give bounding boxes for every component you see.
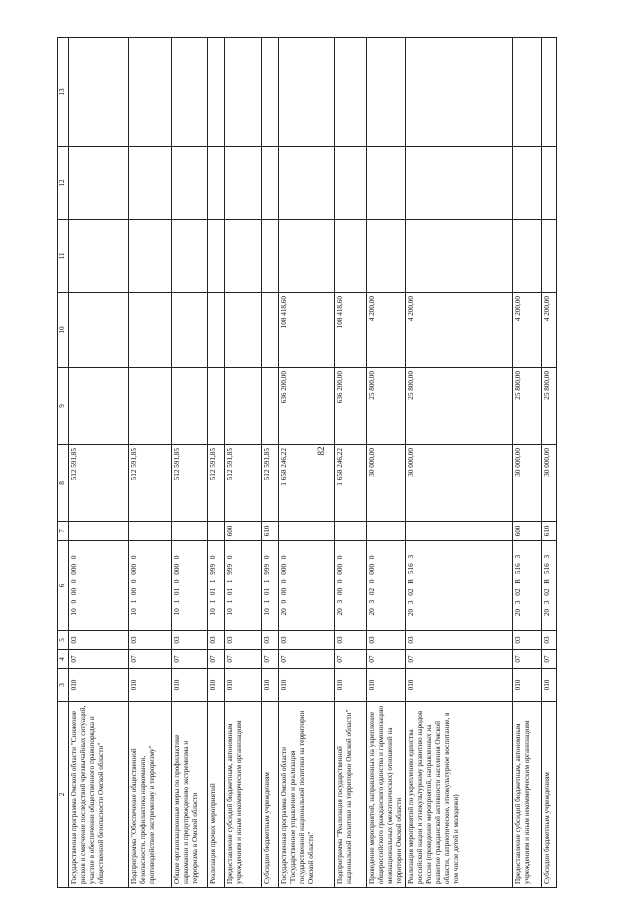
amount-cell [262,368,279,445]
table-row [279,38,335,888]
subsection-cell: 03 [129,631,172,650]
table-row [542,38,557,888]
amount-cell [406,147,513,220]
amount-cell [262,147,279,220]
amount-cell [279,220,335,293]
amount-cell: 108 418,60 [279,293,335,368]
amount-cell: 512 591,85 [129,445,172,522]
target-article-cell: 20 3 02 R 516 3 [542,541,557,631]
amount-cell [69,220,129,293]
row-name-cell: Предоставление субсидий бюджетным, автономным учреждениям и иным некоммерческим организациям [513,702,542,888]
subsection-cell: 03 [542,631,557,650]
target-article-cell: 10 1 01 1 999 0 [262,541,279,631]
code-grbs-cell: 010 [262,669,279,702]
code-grbs-cell: 010 [367,669,406,702]
subsection-cell: 03 [262,631,279,650]
amount-cell [225,220,262,293]
table-row [69,38,129,888]
amount-cell [208,220,225,293]
amount-cell [262,220,279,293]
row-name-cell: Субсидии бюджетным учреждениям [262,702,279,888]
subsection-cell: 03 [367,631,406,650]
header-cell: 13 [58,38,69,147]
expense-type-cell [129,522,172,541]
row-name-cell: Подпрограмма "Реализация государственной национальной политики на территории Омской области" [335,702,367,888]
section-cell: 07 [335,650,367,669]
row-name-cell: Реализация прочих мероприятий [208,702,225,888]
table-row [129,38,172,888]
subsection-cell: 03 [69,631,129,650]
header-cell: 10 [58,293,69,368]
table-row [513,38,542,888]
amount-cell: 25 800,00 [542,368,557,445]
row-name-cell: Предоставление субсидий бюджетным, автономным учреждениям и иным некоммерческим организациям [225,702,262,888]
amount-cell [367,147,406,220]
amount-cell [129,220,172,293]
row-name-cell: Проведение мероприятий, направленных на укрепление общероссийского гражданского единства и гармонизацию межнациональных (межэтнических) отношений на территории Омской области [367,702,406,888]
expense-type-cell [69,522,129,541]
amount-cell [542,38,557,147]
section-cell: 07 [513,650,542,669]
table-row [208,38,225,888]
table-row [367,38,406,888]
target-article-cell: 20 3 00 0 000 0 [335,541,367,631]
amount-cell: 30 000,00 [542,445,557,522]
expense-type-cell [208,522,225,541]
rotated-sheet [57,38,640,888]
amount-cell: 25 800,00 [406,368,513,445]
section-cell: 07 [367,650,406,669]
amount-cell [513,38,542,147]
section-cell: 07 [542,650,557,669]
code-grbs-cell: 010 [513,669,542,702]
amount-cell: 512 591,85 [225,445,262,522]
amount-cell: 30 000,00 [406,445,513,522]
expense-type-cell: 610 [262,522,279,541]
header-cell: 5 [58,631,69,650]
target-article-cell: 20 3 02 R 516 3 [406,541,513,631]
budget-table [57,37,557,888]
code-grbs-cell: 010 [129,669,172,702]
amount-cell: 512 591,85 [208,445,225,522]
amount-cell [208,368,225,445]
amount-cell [542,220,557,293]
expense-type-cell [172,522,208,541]
expense-type-cell: 600 [225,522,262,541]
amount-cell: 4 200,00 [406,293,513,368]
row-name-cell: Реализация мероприятий по укреплению единства российской нации и этнокультурному развитию народов России (проведение мероприятий, направленных на развитие гражданской активности населения Омской области, патриотическое, этнокультурное воспитание, в том числе детей и молодежи) [406,702,513,888]
subsection-cell: 03 [406,631,513,650]
amount-cell [513,147,542,220]
header-row [58,38,69,888]
amount-cell [69,147,129,220]
row-name-cell: Подпрограмма "Обеспечение общественной безопасности, профилактика наркомании, противодействие экстремизму и терроризму" [129,702,172,888]
table-row [262,38,279,888]
subsection-cell: 03 [172,631,208,650]
section-cell: 07 [406,650,513,669]
expense-type-cell [335,522,367,541]
header-cell: 12 [58,147,69,220]
header-cell: 3 [58,669,69,702]
amount-cell: 25 800,00 [367,368,406,445]
amount-cell: 4 200,00 [513,293,542,368]
code-grbs-cell: 010 [225,669,262,702]
expense-type-cell: 610 [542,522,557,541]
amount-cell [406,220,513,293]
amount-cell [542,147,557,220]
amount-cell: 25 800,00 [513,368,542,445]
header-cell: 8 [58,445,69,522]
page-number: 82 [316,446,326,456]
section-cell: 07 [262,650,279,669]
amount-cell: 512 591,85 [262,445,279,522]
amount-cell [279,38,335,147]
amount-cell [208,293,225,368]
header-cell: 9 [58,368,69,445]
amount-cell: 4 200,00 [367,293,406,368]
amount-cell [172,38,208,147]
amount-cell [129,38,172,147]
code-grbs-cell: 010 [69,669,129,702]
amount-cell [406,38,513,147]
row-name-cell: Общие организационные меры по профилактике наркомании и предупреждению экстремизма и терроризма в Омской области [172,702,208,888]
amount-cell [208,147,225,220]
subsection-cell: 03 [225,631,262,650]
target-article-cell: 10 0 00 0 000 0 [69,541,129,631]
amount-cell: 1 658 246,22 [335,445,367,522]
amount-cell [335,220,367,293]
header-cell: 6 [58,541,69,631]
code-grbs-cell: 010 [542,669,557,702]
header-cell: 11 [58,220,69,293]
target-article-cell: 10 1 01 0 000 0 [172,541,208,631]
header-cell: 7 [58,522,69,541]
code-grbs-cell: 010 [406,669,513,702]
amount-cell [172,220,208,293]
amount-cell: 108 418,60 [335,293,367,368]
target-article-cell: 20 3 02 0 000 0 [367,541,406,631]
expense-type-cell [279,522,335,541]
subsection-cell: 03 [335,631,367,650]
table-row [406,38,513,888]
amount-cell [129,147,172,220]
table-row [172,38,208,888]
header-cell: 4 [58,650,69,669]
amount-cell: 4 200,00 [542,293,557,368]
target-article-cell: 10 1 01 1 999 0 [208,541,225,631]
amount-cell: 30 000,00 [367,445,406,522]
amount-cell [262,293,279,368]
amount-cell [335,38,367,147]
code-grbs-cell: 010 [279,669,335,702]
target-article-cell: 10 1 00 0 000 0 [129,541,172,631]
amount-cell [367,220,406,293]
amount-cell [69,368,129,445]
amount-cell: 512 591,85 [172,445,208,522]
section-cell: 07 [172,650,208,669]
subsection-cell: 03 [208,631,225,650]
code-grbs-cell: 010 [172,669,208,702]
subsection-cell: 03 [513,631,542,650]
amount-cell [225,293,262,368]
amount-cell: 30 000,00 [513,445,542,522]
section-cell: 07 [69,650,129,669]
section-cell: 07 [225,650,262,669]
section-cell: 07 [208,650,225,669]
amount-cell [208,38,225,147]
amount-cell [129,368,172,445]
amount-cell [69,38,129,147]
amount-cell [172,368,208,445]
amount-cell [513,220,542,293]
amount-cell [262,38,279,147]
expense-type-cell [367,522,406,541]
code-grbs-cell: 010 [335,669,367,702]
section-cell: 07 [279,650,335,669]
row-name-cell: Государственная программа Омской области "Снижение рисков и смягчение последствий чрезвычайных ситуаций, участие в обеспечении общественного правопорядка и общественной безопасности Омской области" [69,702,129,888]
row-name-cell: Субсидии бюджетным учреждениям [542,702,557,888]
table-row [225,38,262,888]
expense-type-cell [406,522,513,541]
amount-cell [335,147,367,220]
section-cell: 07 [129,650,172,669]
amount-cell [172,293,208,368]
amount-cell [279,147,335,220]
amount-cell: 636 200,00 [279,368,335,445]
amount-cell [172,147,208,220]
header-cell: 2 [58,702,69,888]
target-article-cell: 10 1 01 1 999 0 [225,541,262,631]
budget-table-container [57,38,640,888]
amount-cell [69,293,129,368]
amount-cell [225,368,262,445]
amount-cell: 636 200,00 [335,368,367,445]
amount-cell: 1 658 246,22 [279,445,335,522]
amount-cell: 512 591,85 [69,445,129,522]
table-row [335,38,367,888]
amount-cell [367,38,406,147]
expense-type-cell: 600 [513,522,542,541]
amount-cell [225,38,262,147]
target-article-cell: 20 0 00 0 000 0 [279,541,335,631]
amount-cell [129,293,172,368]
amount-cell [225,147,262,220]
subsection-cell: 03 [279,631,335,650]
code-grbs-cell: 010 [208,669,225,702]
row-name-cell: Государственная программа Омской области "Государственное управление и реализация государственной национальной политики на территории Омской области" [279,702,335,888]
target-article-cell: 20 3 02 R 516 3 [513,541,542,631]
